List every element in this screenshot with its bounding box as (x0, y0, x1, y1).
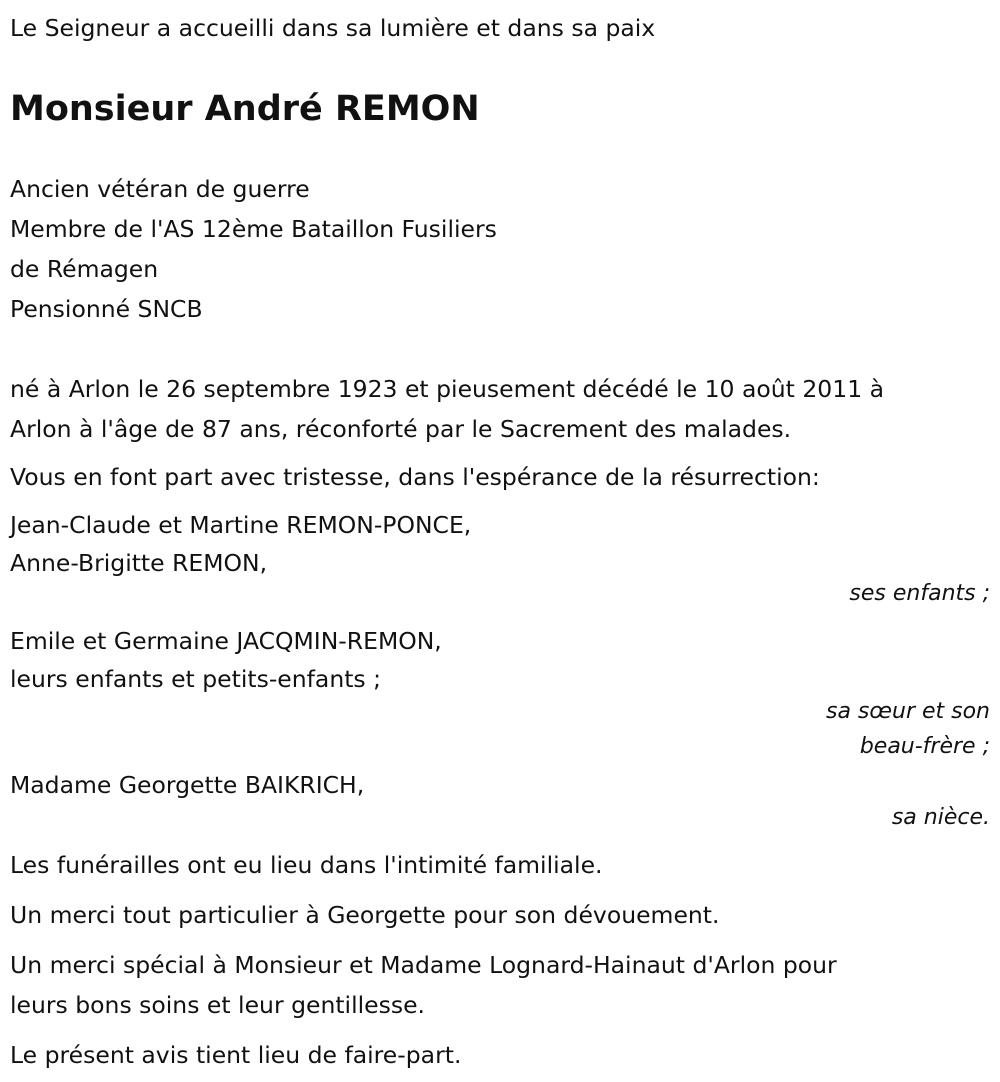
spacer (10, 329, 990, 369)
announcement-text: Vous en font part avec tristesse, dans l'espérance de la résurrection: (10, 463, 820, 491)
notice-text: Le présent avis tient lieu de faire-part. (10, 1041, 462, 1069)
family-name-line: Emile et Germaine JACQMIN-REMON, (10, 627, 442, 655)
family-name-line: leurs enfants et petits-enfants ; (10, 665, 382, 693)
title-line: de Rémagen (10, 255, 159, 283)
thanks-text-2-line-2: leurs bons soins et leur gentillesse. (10, 991, 426, 1019)
thanks-text-1: Un merci tout particulier à Georgette pour son dévouement. (10, 901, 720, 929)
family-name-line: Madame Georgette BAIKRICH, (10, 771, 365, 799)
niece-block (10, 767, 990, 833)
spacer (10, 131, 990, 169)
children-relation: ses enfants ; (849, 581, 990, 606)
birth-death-line-2: Arlon à l'âge de 87 ans, réconforté par le Sacrement des malades. (10, 415, 792, 443)
title-line: Pensionné SNCB (10, 295, 203, 323)
sister-relation-line-2: beau-frère ; (859, 734, 990, 759)
funeral-text: Les funérailles ont eu lieu dans l'intimité familiale. (10, 851, 603, 879)
intro-text: Le Seigneur a accueilli dans sa lumière et dans sa paix (10, 14, 656, 42)
niece-relation: sa nièce. (891, 805, 990, 830)
children-block (10, 505, 990, 607)
birth-death-line-1: né à Arlon le 26 septembre 1923 et pieusement décédé le 10 août 2011 à (10, 375, 885, 403)
sister-block (10, 621, 990, 767)
family-name-line: Jean-Claude et Martine REMON-PONCE, (10, 511, 472, 539)
birth-death-block (10, 369, 990, 449)
thanks-text-2-line-1: Un merci spécial à Monsieur et Madame Lognard-Hainaut d'Arlon pour (10, 951, 837, 979)
title-line: Ancien vétéran de guerre (10, 175, 310, 203)
deceased-name: Monsieur André REMON (10, 89, 480, 129)
family-name-line: Anne-Brigitte REMON, (10, 549, 268, 577)
title-line: Membre de l'AS 12ème Bataillon Fusiliers (10, 215, 497, 243)
titles-block (10, 169, 990, 329)
closing-block (10, 845, 990, 1075)
sister-relation-line-1: sa sœur et son (825, 699, 990, 724)
